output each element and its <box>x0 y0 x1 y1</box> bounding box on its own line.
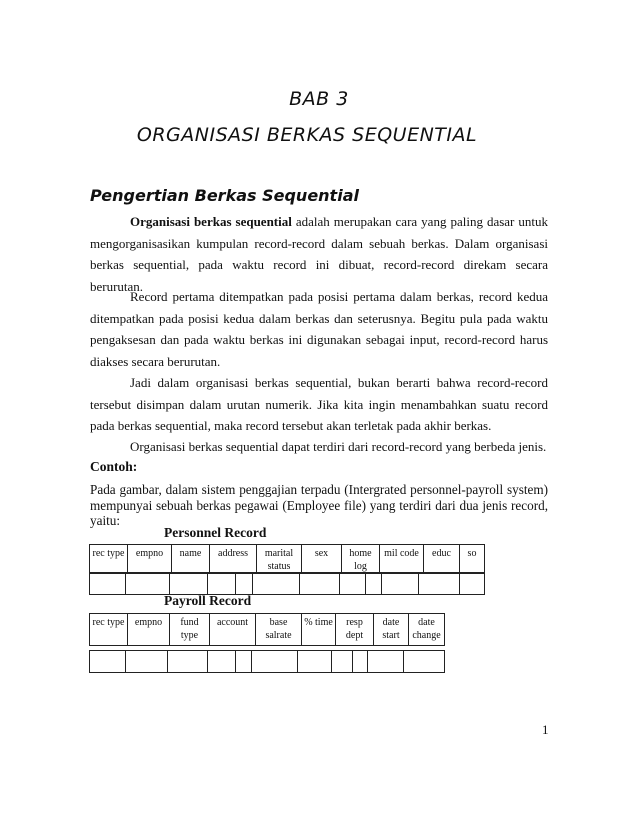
field-rec-type: rec type <box>90 614 128 646</box>
field-percent-time: % time <box>302 614 336 646</box>
field-name: name <box>172 545 210 574</box>
paragraph-3: Jadi dalam organisasi berkas sequential, bukan berarti bahwa record-record tersebut disimpan dalam urutan numerik. Jika kita ingin menambahkan suatu record pada berkas sequential, maka record tersebut akan terletak pada akhir berkas. <box>90 375 548 433</box>
field-empno: empno <box>128 545 172 574</box>
field-rec-type: rec type <box>90 545 128 574</box>
payroll-data-row <box>89 650 445 673</box>
paragraph-1-text: adalah merupakan cara yang paling dasar untuk mengorganisasikan kumpulan record-record dalam sebuah berkas. Dalam organisasi berkas sequential, pada waktu record ini dibuat, record-record direkam secara berurutan. <box>90 214 548 294</box>
field-address: address <box>210 545 257 574</box>
contoh-paragraph: Pada gambar, dalam sistem penggajian terpadu (Intergrated personnel-payroll system) mempunyai sebuah berkas pegawai (Employee file) yang terdiri dari dua jenis record, yaitu: <box>90 482 548 528</box>
field-base-salrate: base salrate <box>256 614 302 646</box>
field-account: account <box>210 614 256 646</box>
field-mil-code: mil code <box>380 545 424 574</box>
personnel-record-table <box>89 544 485 574</box>
field-home-log: home log <box>342 545 380 574</box>
paragraph-1 <box>90 211 548 297</box>
field-so: so <box>460 545 485 574</box>
paragraph-2: Record pertama ditempatkan pada posisi pertama dalam berkas, record kedua ditempatkan pada posisi kedua dalam berkas dan seterusnya. Begitu pula pada waktu pengaksesan dan pada waktu berkas ini digunakan sebagai input, record-record harus diakses secara berurutan. <box>90 289 548 369</box>
field-marital-status: marital status <box>257 545 302 574</box>
field-fund-type: fund type <box>170 614 210 646</box>
field-date-change: date change <box>409 614 445 646</box>
bold-term: Organisasi berkas sequential <box>130 214 292 229</box>
chapter-title: ORGANISASI BERKAS SEQUENTIAL <box>136 124 478 146</box>
personnel-data-row <box>89 572 485 595</box>
field-date-start: date start <box>374 614 409 646</box>
field-sex: sex <box>302 545 342 574</box>
field-resp-dept: resp dept <box>336 614 374 646</box>
personnel-record-label: Personnel Record <box>164 525 267 540</box>
field-educ: educ <box>424 545 460 574</box>
payroll-record-table <box>89 613 445 646</box>
section-heading: Pengertian Berkas Sequential <box>90 186 359 205</box>
chapter-number: BAB 3 <box>289 88 349 110</box>
field-empno: empno <box>128 614 170 646</box>
payroll-record-label: Payroll Record <box>164 593 252 608</box>
paragraph-4: Organisasi berkas sequential dapat terdiri dari record-record yang berbeda jenis. <box>130 439 547 454</box>
page-number: 1 <box>542 722 549 737</box>
contoh-label: Contoh: <box>90 459 138 474</box>
